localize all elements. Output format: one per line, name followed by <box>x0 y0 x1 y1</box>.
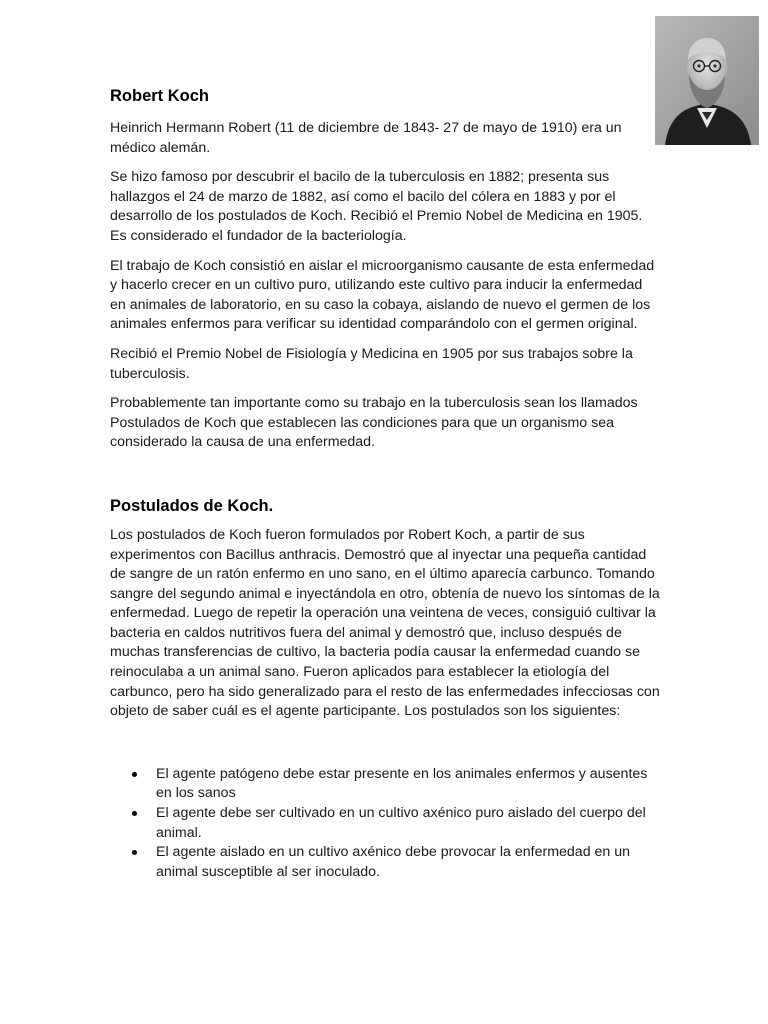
page-title: Robert Koch <box>110 87 209 105</box>
document-body <box>110 86 662 882</box>
intro-paragraph: Heinrich Hermann Robert (11 de diciembre de 1843- 27 de mayo de 1910) era un médico alemán. <box>110 120 622 156</box>
robert-koch-portrait <box>655 16 759 145</box>
postulates-paragraph: Los postulados de Koch fueron formulados por Robert Koch, a partir de sus experimentos con Bacillus anthracis. Demostró que al inyectar una pequeña cantidad de sangre de un ratón enfermo en uno sano, en el último aparecía carbunco. Tomando sangre del segundo animal e inyectándola en otro, obtenía de nuevo los síntomas de la enfermedad. Luego de repetir la operación una veintena de veces, consiguió cultivar la bacteria en caldos nutritivos fuera del animal y demostró que, incluso después de muchas transferencias de cultivo, la bacteria podía causar la enfermedad cuando se reinoculaba a un animal sano. Fueron aplicados para establecer la etiología del carbunco, pero ha sido generalizado para el resto de las enfermedades infecciosas con objeto de saber cuál es el agente participante. Los postulados son los siguientes: <box>110 526 660 720</box>
list-item <box>110 804 662 843</box>
postulate-text: El agente aislado en un cultivo axénico debe provocar la enfermedad en un animal susceptible al ser inoculado. <box>156 844 631 880</box>
portrait-photo <box>655 16 759 145</box>
bullet-icon <box>132 850 137 855</box>
list-item <box>110 843 662 882</box>
work-paragraph: El trabajo de Koch consistió en aislar el microorganismo causante de esta enfermedad y hacerlo crecer en un cultivo puro, utilizando este cultivo para inducir la enfermedad en animales de laboratorio, en su caso la cobaya, aislando de nuevo el germen de los animales enfermos para verificar su identidad comparándolo con el germen original. <box>110 257 655 333</box>
bullet-icon <box>132 811 137 816</box>
postulates-list <box>110 765 662 883</box>
discoveries-paragraph: Se hizo famoso por descubrir el bacilo de la tuberculosis en 1882; presenta sus hallazgos el 24 de marzo de 1882, así como el bacilo del cólera en 1883 y por el desarrollo de los postulados de Koch. Recibió el Premio Nobel de Medicina en 1905. Es considerado el fundador de la bacteriología. <box>110 169 643 244</box>
postulate-text: El agente patógeno debe estar presente en los animales enfermos y ausentes en los sanos <box>156 765 648 802</box>
bullet-icon <box>132 772 137 777</box>
list-item <box>110 765 662 804</box>
section-heading-postulados: Postulados de Koch. <box>110 496 274 515</box>
postulates-intro-paragraph: Probablemente tan importante como su trabajo en la tuberculosis sean los llamados Postulados de Koch que establecen las condiciones para que un organismo sea considerado la causa de una enfermedad. <box>110 395 638 451</box>
postulate-text: El agente debe ser cultivado en un cultivo axénico puro aislado del cuerpo del animal. <box>156 805 646 841</box>
nobel-paragraph: Recibió el Premio Nobel de Fisiología y Medicina en 1905 por sus trabajos sobre la tuberculosis. <box>110 345 633 382</box>
